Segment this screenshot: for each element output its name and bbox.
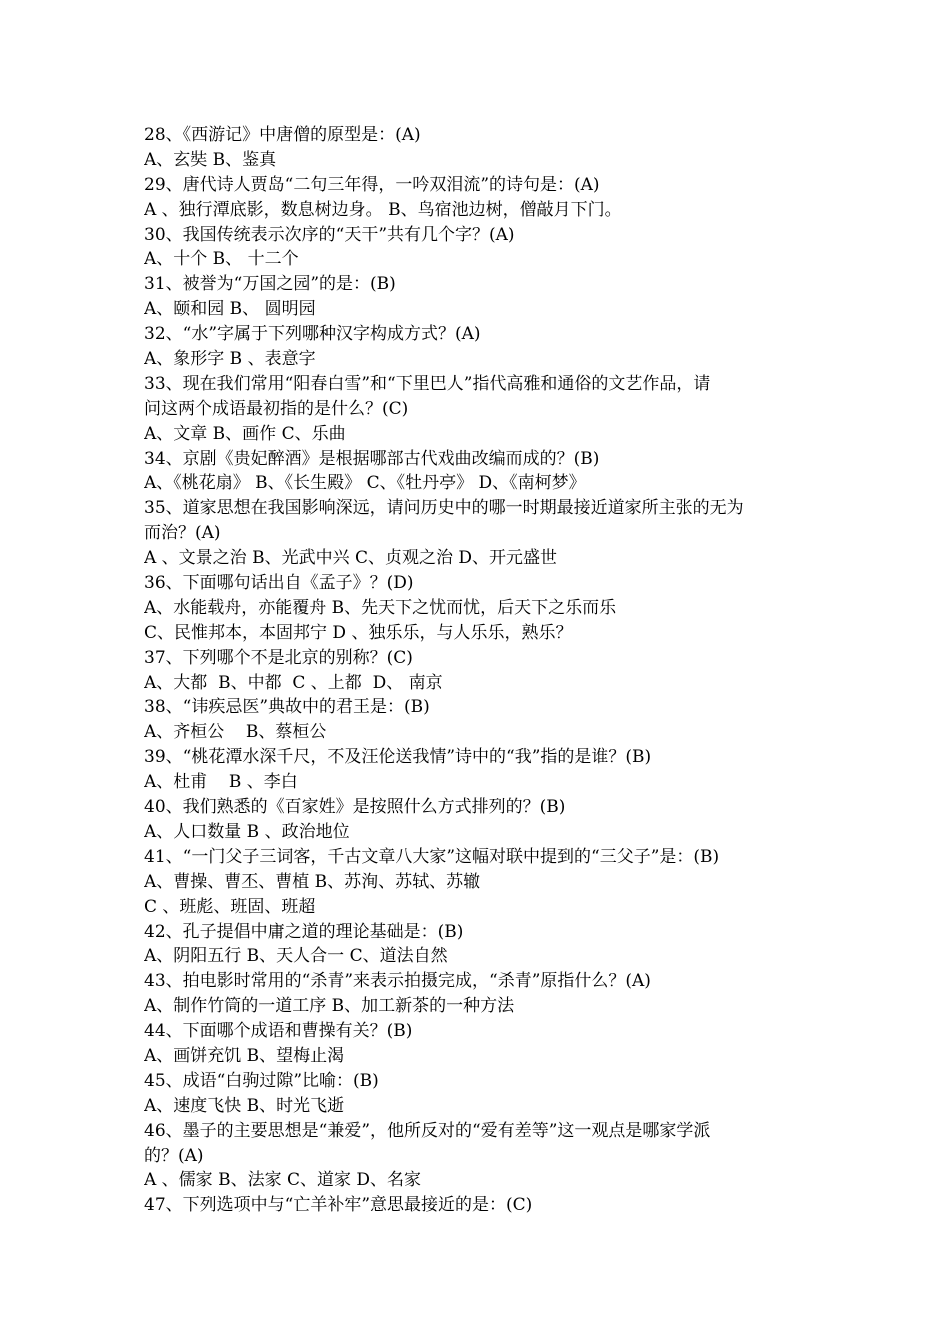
question-30: 30、我国传统表示次序的“天干”共有几个字？(A) [144,224,515,245]
options-37: A、大都 B、中都 C 、上都 D、 南京 [144,672,443,693]
options-36-cd: C、民惟邦本，本固邦宁 D 、独乐乐，与人乐乐，熟乐？ [144,622,573,643]
question-33-continued: 问这两个成语最初指的是什么？(C) [144,398,409,419]
question-28: 28、《西游记》中唐僧的原型是：(A) [144,125,421,145]
options-46: A 、儒家 B、法家 C、道家 D、名家 [144,1170,422,1191]
options-34: A、《桃花扇》 B、《长生殿》 C、《牡丹亭》 D、《南柯梦》 [144,473,586,494]
question-36: 36、下面哪句话出自《孟子》？(D) [144,573,414,594]
question-39: 39、“桃花潭水深千尺，不及汪伦送我情”诗中的“我”指的是谁？(B) [144,747,652,768]
question-list [144,123,824,1218]
question-47: 47、下列选项中与“亡羊补牢”意思最接近的是：(C) [144,1195,533,1216]
options-44: A、画饼充饥 B、望梅止渴 [144,1045,345,1066]
question-31: 31、被誉为“万国之园”的是：(B) [144,274,396,295]
question-33: 33、现在我们常用“阳春白雪”和“下里巴人”指代高雅和通俗的文艺作品，请 [144,373,711,394]
options-31: A、颐和园 B、 圆明园 [144,299,316,320]
question-44: 44、下面哪个成语和曹操有关？(B) [144,1021,413,1042]
options-43: A、制作竹筒的一道工序 B、加工新茶的一种方法 [144,996,515,1017]
question-45: 45、成语“白驹过隙”比喻：(B) [144,1070,379,1091]
question-46-continued: 的？(A) [144,1145,204,1166]
question-38: 38、“讳疾忌医”典故中的君王是：(B) [144,697,430,718]
options-40: A、人口数量 B 、政治地位 [144,821,350,842]
question-40: 40、我们熟悉的《百家姓》是按照什么方式排列的？(B) [144,797,566,818]
options-30: A、十个 B、 十二个 [144,249,299,270]
options-39: A、杜甫 B 、李白 [144,772,298,793]
options-29: A 、独行潭底影，数息树边身。 B、鸟宿池边树，僧敲月下门。 [144,199,622,220]
options-38: A、齐桓公 B、蔡桓公 [144,722,327,743]
options-36-ab: A、水能载舟，亦能覆舟 B、先天下之忧而忧，后天下之乐而乐 [144,597,617,618]
options-45: A、速度飞快 B、时光飞逝 [144,1095,345,1116]
question-43: 43、拍电影时常用的“杀青”来表示拍摄完成，“杀青”原指什么？(A) [144,971,651,992]
question-29: 29、唐代诗人贾岛“二句三年得，一吟双泪流”的诗句是：(A) [144,174,600,195]
question-34: 34、京剧《贵妃醉酒》是根据哪部古代戏曲改编而成的？(B) [144,448,600,469]
options-35: A 、文景之治 B、光武中兴 C、贞观之治 D、开元盛世 [144,548,558,569]
question-42: 42、孔子提倡中庸之道的理论基础是：(B) [144,921,464,942]
options-42: A、阴阳五行 B、天人合一 C、道法自然 [144,946,448,967]
question-35: 35、道家思想在我国影响深远，请问历史中的哪一时期最接近道家所主张的无为 [144,498,744,519]
options-41-ab: A、曹操、曹丕、曹植 B、苏洵、苏轼、苏辙 [144,871,481,892]
options-41-c: C 、班彪、班固、班超 [144,896,316,917]
question-37: 37、下列哪个不是北京的别称？(C) [144,647,413,668]
options-33: A、文章 B、画作 C、乐曲 [144,423,346,444]
question-41: 41、“一门父子三词客，千古文章八大家”这幅对联中提到的“三父子”是：(B) [144,846,720,867]
question-32: 32、“水”字属于下列哪种汉字构成方式？(A) [144,324,481,345]
options-32: A、象形字 B 、表意字 [144,349,316,370]
question-46: 46、墨子的主要思想是“兼爱”，他所反对的“爱有差等”这一观点是哪家学派 [144,1120,711,1141]
options-28: A、玄奘 B、鉴真 [144,149,277,170]
question-35-continued: 而治？(A) [144,523,221,544]
